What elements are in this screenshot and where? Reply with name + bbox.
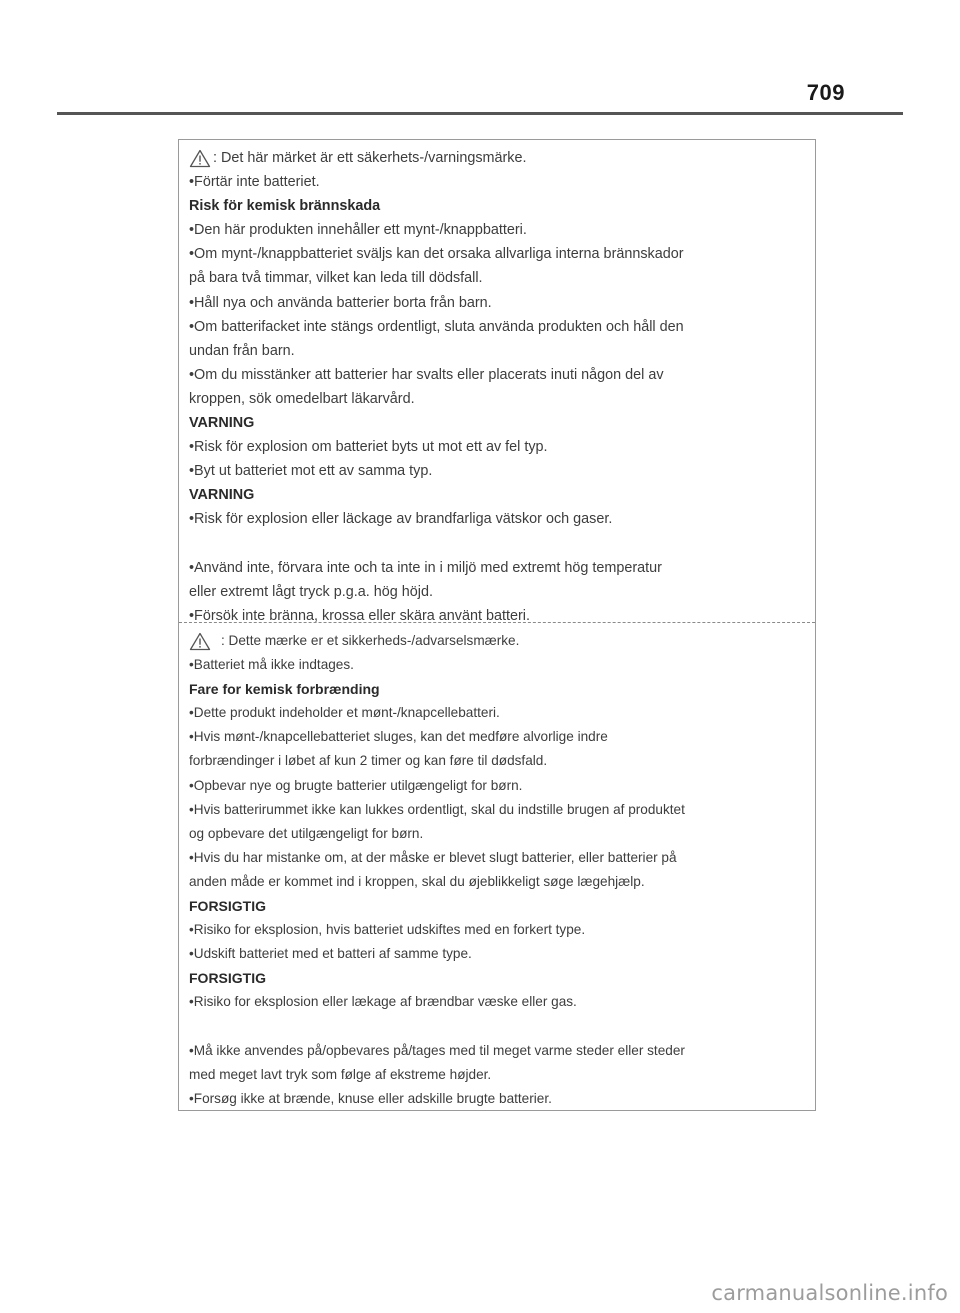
warning-line: kroppen, sök omedelbart läkarvård. [189, 390, 415, 407]
section-heading: VARNING [189, 415, 255, 432]
warning-line: og opbevare det utilgængeligt for børn. [189, 825, 424, 841]
blank-line [189, 1015, 805, 1039]
warning-line: •Opbevar nye og brugte batterier utilgængeligt for børn. [189, 777, 523, 793]
warning-line: •Håll nya och använda batterier borta från barn. [189, 294, 492, 311]
safety-notice-row [189, 629, 805, 653]
warning-line: •Byt ut batteriet mot ett av samma typ. [189, 463, 433, 480]
warning-line: •Risiko for eksplosion eller lækage af brændbar væske eller gas. [189, 994, 577, 1010]
warning-triangle-icon [189, 632, 211, 651]
warning-line: undan från barn. [189, 342, 295, 359]
warning-line: •Risiko for eksplosion, hvis batteriet udskiftes med en forkert type. [189, 922, 586, 938]
warning-line: •Om batterifacket inte stängs ordentligt, sluta använda produkten och håll den [189, 318, 684, 335]
warning-line: •Må ikke anvendes på/opbevares på/tages med til meget varme steder eller steder [189, 1042, 685, 1058]
warning-line: •Hvis mønt-/knapcellebatteriet sluges, kan det medføre alvorlige indre [189, 729, 608, 745]
section-heading: FORSIGTIG [189, 970, 266, 987]
battery-warning-frame [178, 139, 816, 1111]
warning-block-swedish [179, 140, 815, 623]
blank-line [189, 532, 805, 556]
header-rule [57, 112, 903, 115]
safety-notice-row [189, 146, 805, 170]
warning-line: •Förtär inte batteriet. [189, 174, 320, 191]
warning-line: •Hvis du har mistanke om, at der måske er blevet slugt batterier, eller batterier på [189, 849, 677, 865]
warning-line: •Forsøg ikke at brænde, knuse eller adskille brugte batterier. [189, 1090, 552, 1106]
section-heading: FORSIGTIG [189, 898, 266, 915]
warning-line: •Dette produkt indeholder et mønt-/knapcellebatteri. [189, 705, 500, 721]
warning-line: •Risk för explosion eller läckage av brandfarliga vätskor och gaser. [189, 511, 613, 528]
page-number: 709 [806, 80, 845, 105]
warning-lines [189, 653, 805, 1111]
safety-notice-text: : Det här märket är ett säkerhets-/varningsmärke. [213, 150, 527, 166]
warning-line: •Batteriet må ikke indtages. [189, 657, 354, 673]
warning-line: anden måde er kommet ind i kroppen, skal du øjeblikkeligt søge lægehjælp. [189, 873, 645, 889]
warning-line: •Risk för explosion om batteriet byts ut mot ett av fel typ. [189, 439, 548, 456]
warning-line: med meget lavt tryk som følge af ekstreme højder. [189, 1066, 492, 1082]
warning-line: •Hvis batterirummet ikke kan lukkes ordentligt, skal du indstille brugen af produktet [189, 801, 685, 817]
watermark: carmanualsonline.info [711, 1281, 948, 1305]
section-heading: Risk för kemisk brännskada [189, 198, 381, 215]
warning-line: forbrændinger i løbet af kun 2 timer og kan føre til dødsfald. [189, 753, 548, 769]
warning-line: •Försök inte bränna, krossa eller skära använt batteri. [189, 607, 530, 624]
safety-notice-text: : Dette mærke er et sikkerheds-/advarselsmærke. [221, 633, 520, 648]
warning-line: •Om du misstänker att batterier har svalts eller placerats inuti någon del av [189, 366, 664, 383]
section-heading: Fare for kemisk forbrænding [189, 681, 380, 698]
warning-line: •Använd inte, förvara inte och ta inte in i miljö med extremt hög temperatur [189, 559, 662, 576]
warning-lines [189, 170, 805, 628]
warning-line: •Om mynt-/knappbatteriet sväljs kan det orsaka allvarliga interna brännskador [189, 246, 684, 263]
warning-triangle-icon [189, 149, 211, 168]
warning-block-danish [179, 623, 815, 1110]
warning-line: •Udskift batteriet med et batteri af samme type. [189, 946, 472, 962]
warning-line: •Den här produkten innehåller ett mynt-/knappbatteri. [189, 222, 527, 239]
warning-line: på bara två timmar, vilket kan leda till dödsfall. [189, 270, 483, 287]
section-heading: VARNING [189, 487, 255, 504]
warning-line: eller extremt lågt tryck p.g.a. hög höjd. [189, 583, 433, 600]
